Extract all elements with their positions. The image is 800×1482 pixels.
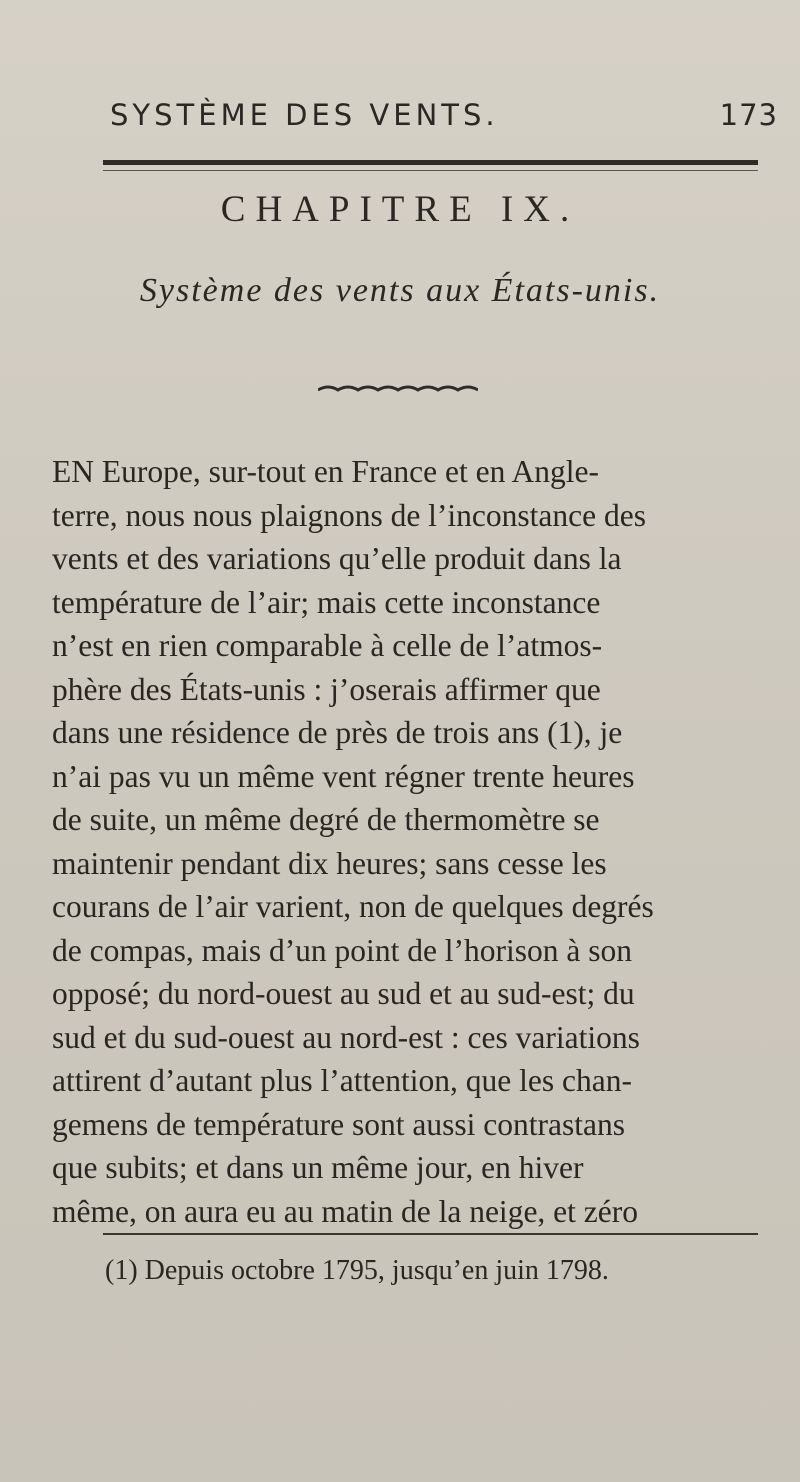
text-line: que subits; et dans un même jour, en hiver (52, 1150, 584, 1185)
text-line: même, on aura eu au matin de la neige, et zéro (52, 1193, 638, 1229)
chapter-subtitle: Système des vents aux États-unis. (139, 272, 661, 309)
text-line: terre, nous nous plaignons de l’inconstance des (52, 497, 646, 533)
footnote: (1) Depuis octobre 1795, jusqu’en juin 1798. (105, 1255, 609, 1286)
text-line: attirent d’autant plus l’attention, que les chan- (52, 1063, 632, 1098)
text-line: courans de l’air varient, non de quelques degrés (52, 889, 654, 924)
footnote-rule (103, 1233, 758, 1235)
body-text (52, 450, 768, 1233)
text-line: température de l’air; mais cette inconstance (52, 584, 601, 620)
text-line: gemens de température sont aussi contrastans (52, 1106, 625, 1142)
running-head (110, 98, 790, 132)
running-head-title: SYSTÈME DES VENTS. (110, 98, 499, 132)
header-rule (103, 160, 758, 165)
text-line: maintenir pendant dix heures; sans cesse les (52, 845, 607, 881)
text-line: EN Europe, sur-tout en France et en Angle- (52, 454, 599, 489)
ornament-divider (318, 384, 478, 394)
text-line: de compas, mais d’un point de l’horison à son (52, 932, 633, 968)
chapter-heading: CHAPITRE IX. (220, 189, 580, 230)
text-line: n’est en rien comparable à celle de l’atmos- (52, 628, 603, 663)
text-line: phère des États-unis : j’oserais affirmer que (52, 671, 601, 707)
text-line: dans une résidence de près de trois ans (1), je (52, 715, 623, 750)
text-line: de suite, un même degré de thermomètre se (52, 802, 600, 837)
page-number: 173 (719, 98, 778, 132)
header-rule-thin (103, 170, 758, 171)
text-line: n’ai pas vu un même vent régner trente heures (52, 758, 635, 794)
text-line: vents et des variations qu’elle produit dans la (52, 541, 622, 576)
text-line: opposé; du nord-ouest au sud et au sud-est; du (52, 976, 635, 1011)
text-line: sud et du sud-ouest au nord-est : ces variations (52, 1019, 640, 1055)
